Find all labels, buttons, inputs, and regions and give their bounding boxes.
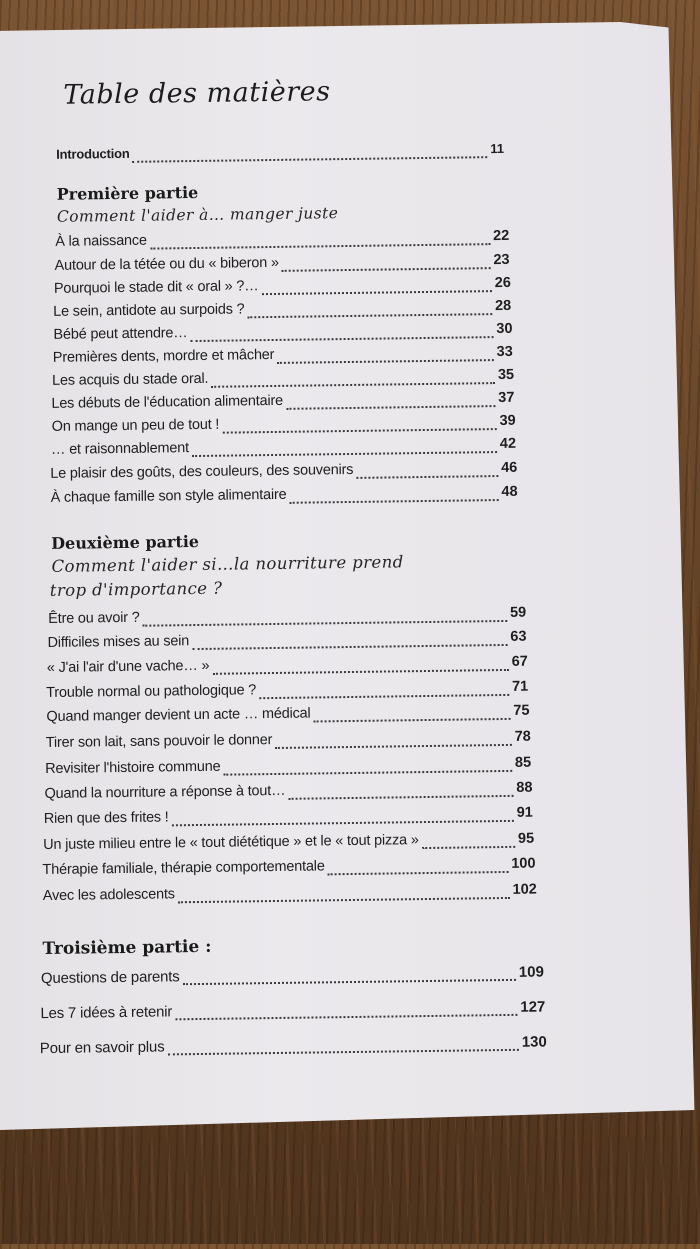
toc-entry-label: Revisiter l'histoire commune <box>45 758 221 778</box>
toc-entry-label: Pour en savoir plus <box>39 1038 165 1058</box>
toc-entry-page: 35 <box>497 366 515 384</box>
leader-dots <box>224 770 513 776</box>
leader-dots <box>262 290 492 295</box>
toc-entry-label: Tirer son lait, sans pouvoir le donner <box>45 732 273 751</box>
toc-entry-label: Les acquis du stade oral. <box>52 370 209 389</box>
toc-entry-label: Introduction <box>56 145 130 162</box>
toc-entry-label: À chaque famille son style alimentaire <box>50 486 287 506</box>
toc-entry-label: Un juste milieu entre le « tout diététique » et le « tout pizza » <box>43 832 419 854</box>
toc-entry <box>41 963 544 992</box>
toc-entry-label: … et raisonnablement <box>50 440 189 458</box>
toc-entry <box>42 856 535 884</box>
toc-entry-label: Être ou avoir ? <box>48 609 140 627</box>
toc-entry-page: 75 <box>513 702 530 719</box>
toc-entry <box>45 755 531 783</box>
toc-entry-label: Le sein, antidote au surpoids ? <box>53 301 245 320</box>
toc-entry-label: Premières dents, mordre et mâcher <box>52 346 275 366</box>
leader-dots <box>282 267 491 272</box>
leader-dots <box>275 744 511 749</box>
toc-entry-page: 42 <box>499 435 517 453</box>
toc-entry-label: Bébé peut attendre… <box>53 325 188 343</box>
leader-dots <box>191 336 494 342</box>
leader-dots <box>248 313 493 318</box>
toc-entry-page: 78 <box>514 728 531 745</box>
toc-entry-page: 67 <box>511 653 528 670</box>
toc-entry-page: 130 <box>521 1033 547 1051</box>
toc-entry-page: 23 <box>493 251 510 269</box>
leader-dots <box>150 243 490 249</box>
leader-dots <box>422 846 515 849</box>
toc-entry-page: 71 <box>511 678 529 695</box>
toc-entry-label: On mange un peu de tout ! <box>51 416 220 435</box>
toc-entry <box>40 998 545 1027</box>
leader-dots <box>175 1014 517 1020</box>
toc-entry <box>47 629 526 657</box>
leader-dots <box>183 979 516 985</box>
toc-entry-label: Quand manger devient un acte … médical <box>46 705 311 725</box>
toc-entry <box>51 436 516 464</box>
toc-entry-page: 37 <box>498 389 515 407</box>
toc-entry <box>46 703 529 731</box>
toc-entry-page: 59 <box>509 604 527 621</box>
toc-entry-label: Thérapie familiale, thérapie comportementale <box>42 858 325 879</box>
leader-dots <box>314 718 511 723</box>
leader-dots <box>288 795 513 800</box>
part2-subtitle-line2: trop d'importance ? <box>49 578 223 600</box>
toc-entry-label: Difficiles mises au sein <box>47 633 190 651</box>
toc-entry-page: 100 <box>511 855 536 872</box>
toc-entry-page: 33 <box>496 343 513 361</box>
toc-entry <box>40 1033 547 1062</box>
page-title: Table des matières <box>63 76 331 111</box>
toc-entry-page: 46 <box>501 459 518 477</box>
toc-entry-page: 39 <box>499 412 516 430</box>
toc-entry-label: Trouble normal ou pathologique ? <box>46 682 257 701</box>
part3-heading: Troisième partie : <box>42 936 212 960</box>
leader-dots <box>172 820 514 826</box>
leader-dots <box>286 405 495 410</box>
part1-heading: Première partie <box>56 182 199 204</box>
toc-entry-label: Questions de parents <box>40 968 180 988</box>
toc-entry-page: 26 <box>494 274 511 292</box>
toc-entry-label: Avec les adolescents <box>42 886 175 905</box>
toc-entry-page: 127 <box>520 998 546 1016</box>
toc-entry-label: « J'ai l'air d'une vache… » <box>46 657 210 676</box>
toc-entry-page: 30 <box>496 320 513 338</box>
toc-entry-label: Autour de la tétée ou du « biberon » <box>54 254 279 274</box>
toc-entry <box>44 805 533 833</box>
toc-entry-page: 22 <box>493 227 510 245</box>
toc-entry-page: 28 <box>494 297 512 315</box>
toc-entry-page: 109 <box>518 963 544 981</box>
toc-entry <box>43 831 534 859</box>
leader-dots <box>356 475 498 479</box>
toc-entry-page: 11 <box>490 140 505 157</box>
leader-dots <box>259 694 509 699</box>
toc-entry-label: Les débuts de l'éducation alimentaire <box>51 392 284 412</box>
leader-dots <box>192 451 497 457</box>
leader-dots <box>328 871 509 875</box>
leader-dots <box>192 644 507 650</box>
toc-entry-label: Rien que des frites ! <box>43 809 169 828</box>
toc-entry-page: 91 <box>516 804 533 821</box>
toc-entry-page: 85 <box>514 754 532 771</box>
leader-dots <box>168 1049 519 1056</box>
toc-entry-introduction <box>56 141 504 169</box>
leader-dots <box>290 499 499 504</box>
toc-entry-label: Pourquoi le stade dit « oral » ?… <box>53 278 259 297</box>
toc-entry-label: À la naissance <box>55 232 147 250</box>
toc-entry-label: Quand la nourriture a réponse à tout… <box>44 782 286 803</box>
leader-dots <box>277 359 493 364</box>
part2-heading: Deuxième partie <box>51 531 200 553</box>
part2-subtitle-line1: Comment l'aider si…la nourriture prend <box>51 552 404 576</box>
toc-entry <box>44 780 532 808</box>
toc-entry-page: 63 <box>510 628 527 645</box>
toc-entry-label: Le plaisir des goûts, des couleurs, des souvenirs <box>50 461 354 482</box>
toc-entry <box>43 882 537 910</box>
leader-dots <box>178 897 510 903</box>
leader-dots <box>222 428 496 434</box>
part1-subtitle: Comment l'aider à… manger juste <box>56 204 339 226</box>
toc-entry-page: 88 <box>516 779 533 796</box>
toc-entry <box>47 654 528 682</box>
toc-entry <box>46 729 531 757</box>
toc-entry-label: Les 7 idées à retenir <box>40 1003 173 1023</box>
leader-dots <box>143 620 508 627</box>
toc-entry-page: 48 <box>501 483 518 501</box>
toc-entry <box>50 460 517 488</box>
toc-entry-page: 102 <box>512 881 537 898</box>
toc-entry <box>51 484 518 512</box>
toc-entry <box>55 228 509 256</box>
leader-dots <box>211 382 495 388</box>
leader-dots <box>212 669 508 675</box>
leader-dots <box>133 156 488 163</box>
toc-entry-page: 95 <box>517 830 535 847</box>
